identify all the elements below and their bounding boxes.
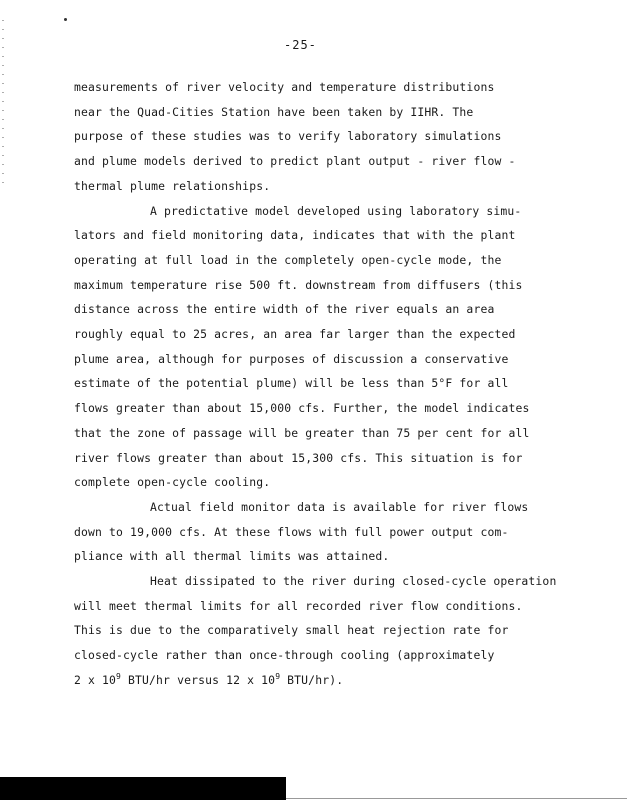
text-line: estimate of the potential plume) will be less than 5°F for all	[74, 376, 509, 391]
text-line: plume area, although for purposes of discussion a conservative	[74, 351, 509, 366]
text-line: flows greater than about 15,000 cfs. Further, the model indicates	[74, 401, 530, 416]
paragraph-closed-cycle-heat	[74, 569, 614, 693]
scan-speck	[64, 18, 67, 21]
text-line: purpose of these studies was to verify laboratory simulations	[74, 129, 502, 144]
text-line-content: Heat dissipated to the river during closed-cycle operation	[150, 574, 557, 589]
text-line: near the Quad-Cities Station have been taken by IIHR. The	[74, 104, 474, 119]
text-line: closed-cycle rather than once-through cooling (approximately	[74, 648, 495, 663]
text-line-with-exponents	[74, 668, 614, 693]
text-line	[74, 569, 614, 594]
scan-bottom-edge	[286, 798, 627, 799]
text-line: river flows greater than about 15,300 cfs. This situation is for	[74, 450, 523, 465]
text-line: maximum temperature rise 500 ft. downstream from diffusers (this	[74, 277, 523, 292]
page-number: -25-	[284, 38, 317, 52]
text-line: and plume models derived to predict plant output - river flow -	[74, 154, 516, 169]
text-line	[74, 495, 614, 520]
scan-redaction-bar	[0, 777, 286, 800]
exponent: 9	[275, 671, 281, 681]
text-line: complete open-cycle cooling.	[74, 475, 271, 490]
text-fragment: BTU/hr).	[280, 672, 344, 687]
text-line: This is due to the comparatively small heat rejection rate for	[74, 623, 509, 638]
text-line: that the zone of passage will be greater than 75 per cent for all	[74, 425, 530, 440]
paragraph-field-monitor-data	[74, 495, 614, 569]
text-line-content: A predictative model developed using laboratory simu-	[150, 203, 522, 218]
text-line: measurements of river velocity and temperature distributions	[74, 80, 495, 94]
paragraph-river-measurements	[74, 75, 614, 199]
scan-edge-marks	[2, 20, 4, 190]
text-fragment: 2 x 10	[74, 672, 117, 687]
text-line-content: Actual field monitor data is available for river flows	[150, 499, 529, 514]
text-line	[74, 199, 614, 224]
text-line: thermal plume relationships.	[74, 178, 271, 193]
text-line: will meet thermal limits for all recorded river flow conditions.	[74, 598, 523, 613]
paragraph-predictive-model	[74, 199, 614, 495]
text-line: lators and field monitoring data, indicates that with the plant	[74, 228, 516, 243]
text-line: roughly equal to 25 acres, an area far larger than the expected	[74, 327, 516, 342]
exponent: 9	[116, 671, 122, 681]
text-line: operating at full load in the completely open-cycle mode, the	[74, 252, 502, 267]
document-body	[74, 75, 614, 693]
text-line: distance across the entire width of the river equals an area	[74, 302, 495, 317]
text-line: pliance with all thermal limits was attained.	[74, 549, 390, 564]
text-line: down to 19,000 cfs. At these flows with full power output com-	[74, 524, 509, 539]
text-fragment: BTU/hr versus 12 x 10	[121, 672, 276, 687]
